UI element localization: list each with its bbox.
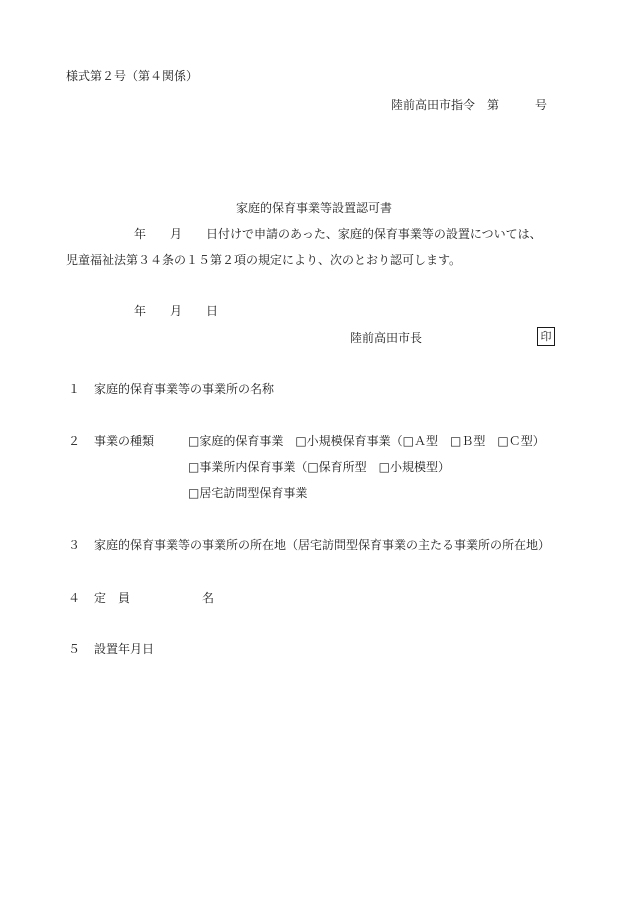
capacity-unit: 名 — [202, 591, 215, 605]
business-type-options-line-2: □事業所内保育事業（□保育所型 □小規模型） — [188, 460, 451, 474]
signer-name: 陸前高田市長 — [350, 331, 423, 345]
item-2-label: 事業の種類 — [94, 434, 155, 448]
body-text-line-1: 年 月 日付けで申請のあった、家庭的保育事業等の設置については、 — [134, 227, 542, 241]
body-text-line-2: 児童福祉法第３４条の１５第２項の規定により、次のとおり認可します。 — [66, 253, 462, 267]
item-3-number: ３ — [68, 538, 81, 552]
item-5-label: 設置年月日 — [94, 642, 155, 656]
item-1-number: １ — [68, 382, 81, 396]
issue-date: 年 月 日 — [134, 304, 219, 318]
business-type-options-line-3: □居宅訪問型保育事業 — [188, 486, 308, 500]
item-3-label: 家庭的保育事業等の事業所の所在地（居宅訪問型保育事業の主たる事業所の所在地） — [94, 538, 551, 552]
document-title: 家庭的保育事業等設置認可書 — [236, 201, 393, 215]
item-2-number: ２ — [68, 434, 81, 448]
business-type-options-line-1: □家庭的保育事業 □小規模保育事業（□Ａ型 □Ｂ型 □Ｃ型） — [188, 434, 545, 448]
seal-mark: 印 — [537, 327, 555, 346]
item-4-label: 定 員 — [94, 591, 131, 605]
directive-number: 陸前高田市指令 第 号 — [391, 98, 548, 112]
item-5-number: ５ — [68, 642, 81, 656]
item-4-number: ４ — [68, 591, 81, 605]
form-number: 様式第２号（第４関係） — [66, 69, 199, 83]
item-1-label: 家庭的保育事業等の事業所の名称 — [94, 382, 275, 396]
